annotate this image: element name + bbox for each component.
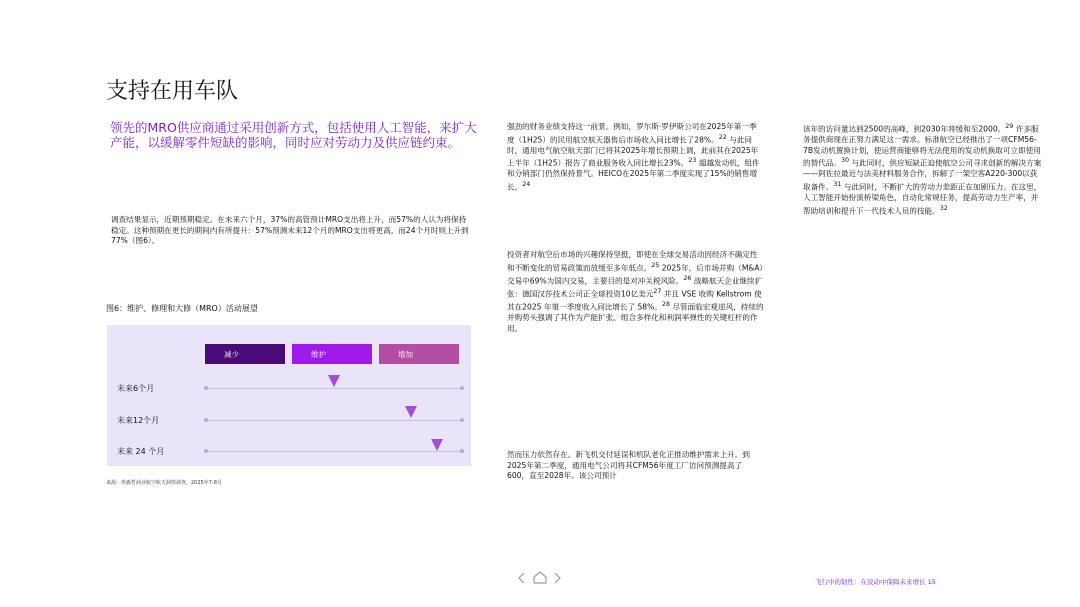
col3-paragraph-1: 该年的访问量达到2500的高峰，到2030年将缓和至2000。$^{29}$ 许多服务提供商现在正努力满足这一需求。标准航空已经推出了一项CFM56-7B发动机置换计划，使运营商能够将无法使用的发动机换取可立即使用的替代品。$^{30}$ 与此同时，供应短缺正迫使航空公司寻求创新的解决方案——阿佐拉最近与法美材料服务合作，拆解了一架空客A220-300以获取备件。$^{31}$ 与此同时，不断扩大的劳动力差距正在加剧压力。在这里，人工智能开始扮演桥梁角色，自动化常规任务，提高劳动力生产率，并帮助培训和提升下一代技术人员的技能。$^{32}$ <box>803 123 1042 216</box>
page-title: 支持在用车队 <box>106 79 239 104</box>
footnote-ref: 24 <box>522 181 531 189</box>
footnote-ref: 25 <box>651 261 660 269</box>
home-icon[interactable] <box>534 572 546 583</box>
outlook-marker <box>431 439 443 451</box>
footnote-ref: 32 <box>939 204 948 212</box>
prev-page-icon[interactable] <box>519 573 524 583</box>
track-end-dot <box>460 449 464 453</box>
outlook-marker <box>328 375 340 387</box>
footnote-ref: 27 <box>653 287 662 295</box>
col1-paragraph: 调查结果显示，近期预期稳定。在未来六个月，37%的高管预计MRO支出将上升，而57%的人认为将保持稳定。这种预期在更长的期间内有所提升：57%预测未来12个月的MRO支出将更高，而24个月时则上升到77%（图6）。 <box>111 215 469 246</box>
chart-source: 来源：埃森哲商业航空航天洞察调查，2025年7-8月 <box>106 480 222 486</box>
page-navigation <box>517 570 567 584</box>
footnote-ref: 22 <box>718 133 727 141</box>
page-footer: 飞行中的韧性：在波动中保障未来增长 15 <box>815 578 936 586</box>
lead-paragraph: 领先的MRO供应商通过采用创新方式，包括使用人工智能，来扩大产能，以缓解零件短缺的影响，同时应对劳动力及供应链约束。 <box>110 120 477 150</box>
col2-paragraph-2: 投资者对航空后市场的兴趣保持坚挺，即使在全球交易活动因经济不确定性和不断变化的贸易政策而放缓至多年低点。$^{25}$ 2025年，后市场并购（M&A）交易中69%为国内交易，主要目的是对冲关税风险。$^{26}$ 战略航天企业继续扩张：德国汉莎技术公司正全球投资10亿美元$^{27}$ 并且 VSE 收购 Kellstrom 使其在2025 年第一季度收入同比增长了 58%。$^{28}$ 尽管面临宏观逆风，持续的并购势头强调了其作为产能扩张、组合多样化和利润率弹性的关键杠杆的作用。 <box>507 250 764 333</box>
footnote-ref: 23 <box>688 157 697 165</box>
figure-title: 图6：维护、修理和大修（MRO）活动展望 <box>106 304 258 313</box>
outlook-marker <box>405 406 417 418</box>
footnote-ref: 29 <box>1005 123 1014 130</box>
footnote-ref: 28 <box>661 300 670 308</box>
footnote-ref: 30 <box>840 157 850 165</box>
track-start-dot <box>204 449 208 453</box>
col2-paragraph-3: 然而压力依然存在。新飞机交付延误和机队老化正推动维护需求上升。到2025年第二季度，通用电气公司将其CFM56年度工厂访问预测提高了600，直至2028年。该公司预计 <box>507 450 750 481</box>
footnote-ref: 26 <box>683 274 692 282</box>
row-label: 未来12个月 <box>117 416 160 425</box>
track-end-dot <box>460 418 464 422</box>
track-start-dot <box>204 386 208 390</box>
footnote-ref: 31 <box>833 181 842 189</box>
legend-increase: 增加 <box>379 344 459 364</box>
next-page-icon[interactable] <box>555 573 560 583</box>
row-track <box>205 420 463 421</box>
row-label: 未来 24 个月 <box>117 447 165 456</box>
col2-paragraph-1: 强劲的财务业绩支持这一前景。例如，罗尔斯·罗伊斯公司在2025年第一季度（1H25）的民用航空航天器售后市场收入同比增长了28%。$^{22}$ 与此同时，通用电气航空航天部门已将其2025年增长预期上调，此前其在2025年上半年（1H25）报告了商业服务收入同比增长23%。$^{23}$ 超越发动机，组件和分销部门仍然保持景气。HEICO在2025年第二季度实现了15%的销售增长。$^{24}$ <box>507 122 760 192</box>
track-end-dot <box>460 386 464 390</box>
track-start-dot <box>204 418 208 422</box>
row-track <box>205 451 463 452</box>
legend-reduce: 减少 <box>205 344 285 364</box>
row-track <box>205 388 463 389</box>
legend-maintain: 维护 <box>292 344 372 364</box>
row-label: 未来6个月 <box>117 384 155 393</box>
